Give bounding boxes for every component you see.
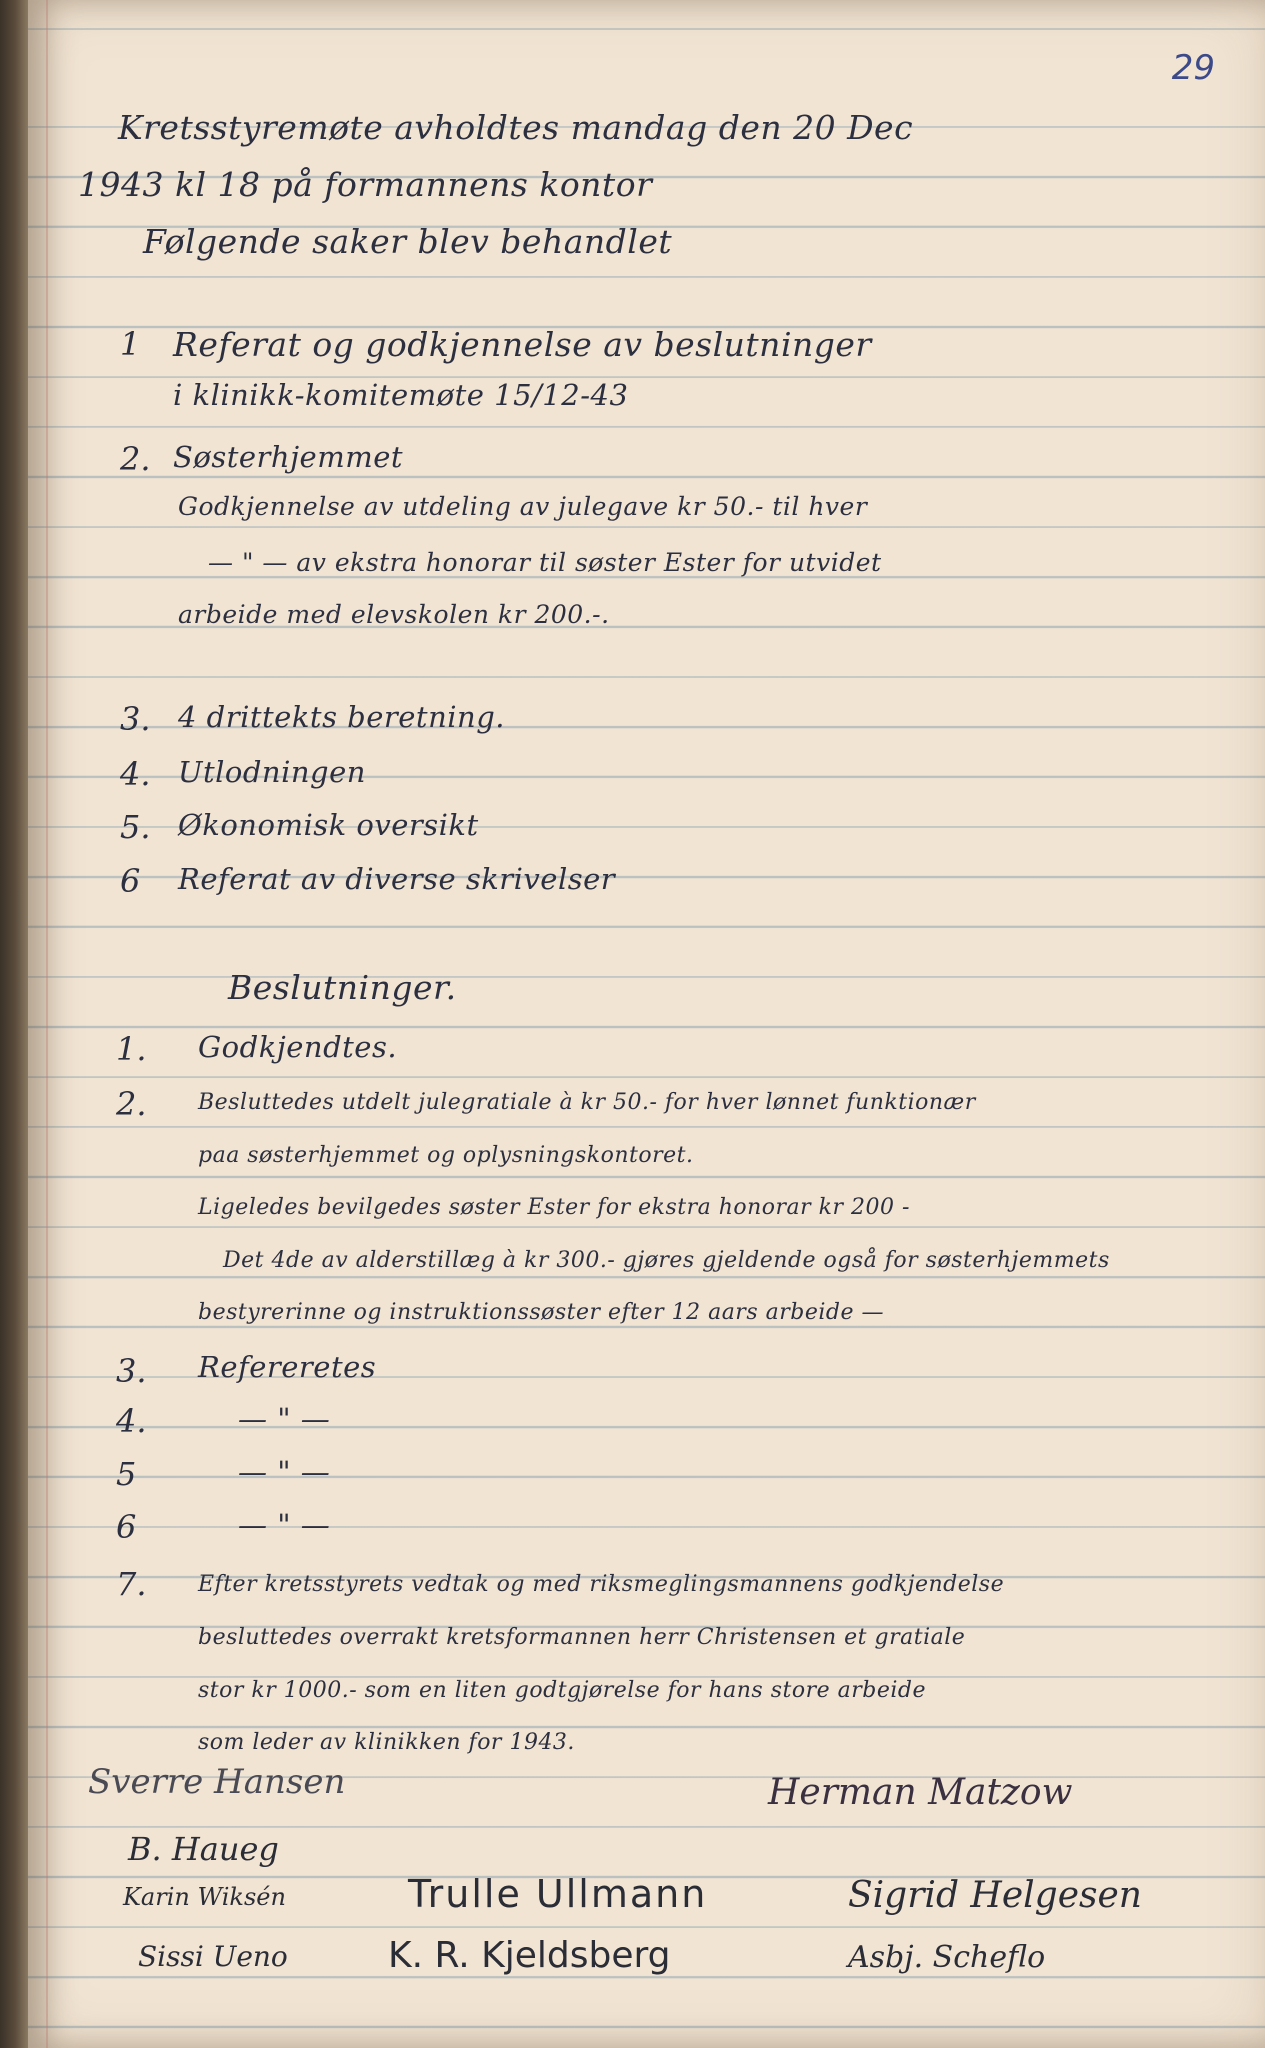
decision-3-line-1: Refereretes [198,1350,377,1384]
item-2-line-2: Godkjennelse av utdeling av julegave kr 50.- til hver [178,492,868,521]
decision-7-line-4: som leder av klinikken for 1943. [198,1730,575,1755]
item-4-number: 4. [120,755,151,793]
page-number: 29 [1171,48,1215,88]
book-spine [0,0,28,2048]
item-1-number: 1 [120,325,141,363]
decision-2-number: 2. [116,1085,147,1123]
signature-sigrid-helgesen: Sigrid Helgesen [848,1875,1142,1916]
decision-6-line-1: — " — [238,1508,331,1542]
item-1-line-1: Referat og godkjennelse av beslutninger [173,325,872,364]
decision-7-line-2: besluttedes overrakt kretsformannen herr Christensen et gratiale [198,1625,966,1650]
decision-3-number: 3. [116,1352,147,1390]
item-1-line-2: i klinikk-komitemøte 15/12-43 [173,378,629,412]
item-2-line-4: arbeide med elevskolen kr 200.-. [178,600,610,629]
item-5-number: 5. [120,808,151,846]
decision-2-line-5: bestyrerinne og instruktionssøster efter 12 aars arbeide — [198,1300,884,1325]
decision-1-number: 1. [116,1030,147,1068]
signature-kr-kjeldsberg: K. R. Kjeldsberg [388,1935,671,1976]
item-6-line-1: Referat av diverse skrivelser [178,862,616,896]
decision-2-line-1: Besluttedes utdelt julegratiale à kr 50.- for hver lønnet funktionær [198,1090,976,1115]
signature-b-haueg: B. Haueg [128,1830,279,1868]
decision-1-line-1: Godkjendtes. [198,1030,398,1064]
decision-7-line-3: stor kr 1000.- som en liten godtgjørelse for hans store arbeide [198,1678,926,1703]
item-2-line-1: Søsterhjemmet [173,440,404,474]
signature-sissi-ueno: Sissi Ueno [138,1940,288,1973]
header-line-1: Kretsstyremøte avholdtes mandag den 20 Dec [118,108,914,147]
decision-4-number: 4. [116,1402,147,1440]
item-3-number: 3. [120,700,151,738]
margin-rule [46,0,48,2048]
header-line-2: 1943 kl 18 på formannens kontor [78,165,653,204]
decision-4-line-1: — " — [238,1402,331,1436]
decisions-title: Beslutninger. [228,968,457,1007]
signature-asbj-scheflo: Asbj. Scheflo [848,1940,1046,1975]
signature-karin-wiksen: Karin Wiksén [123,1883,286,1911]
signature-sverre-hansen: Sverre Hansen [88,1762,346,1802]
decision-7-number: 7. [116,1565,147,1603]
item-5-line-1: Økonomisk oversikt [178,808,479,842]
decision-2-line-3: Ligeledes bevilgedes søster Ester for ekstra honorar kr 200 - [198,1195,910,1220]
item-4-line-1: Utlodningen [178,755,366,789]
header-line-3: Følgende saker blev behandlet [143,222,673,261]
decision-6-number: 6 [116,1508,137,1546]
decision-5-number: 5 [116,1455,137,1493]
decision-2-line-4: Det 4de av alderstillæg à kr 300.- gjøres gjeldende også for søsterhjemmets [223,1248,1110,1273]
item-3-line-1: 4 drittekts beretning. [178,700,505,734]
decision-2-line-2: paa søsterhjemmet og oplysningskontoret. [198,1143,694,1168]
decision-5-line-1: — " — [238,1455,331,1489]
item-6-number: 6 [120,862,141,900]
item-2-number: 2. [120,440,151,478]
signature-trulle-ullmann: Trulle Ullmann [408,1872,708,1916]
ledger-page [28,0,1265,2048]
item-2-line-3: — " — av ekstra honorar til søster Ester for utvidet [208,548,882,577]
signature-herman-matzow: Herman Matzow [768,1772,1073,1813]
decision-7-line-1: Efter kretsstyrets vedtak og med riksmeglingsmannens godkjendelse [198,1572,1005,1597]
